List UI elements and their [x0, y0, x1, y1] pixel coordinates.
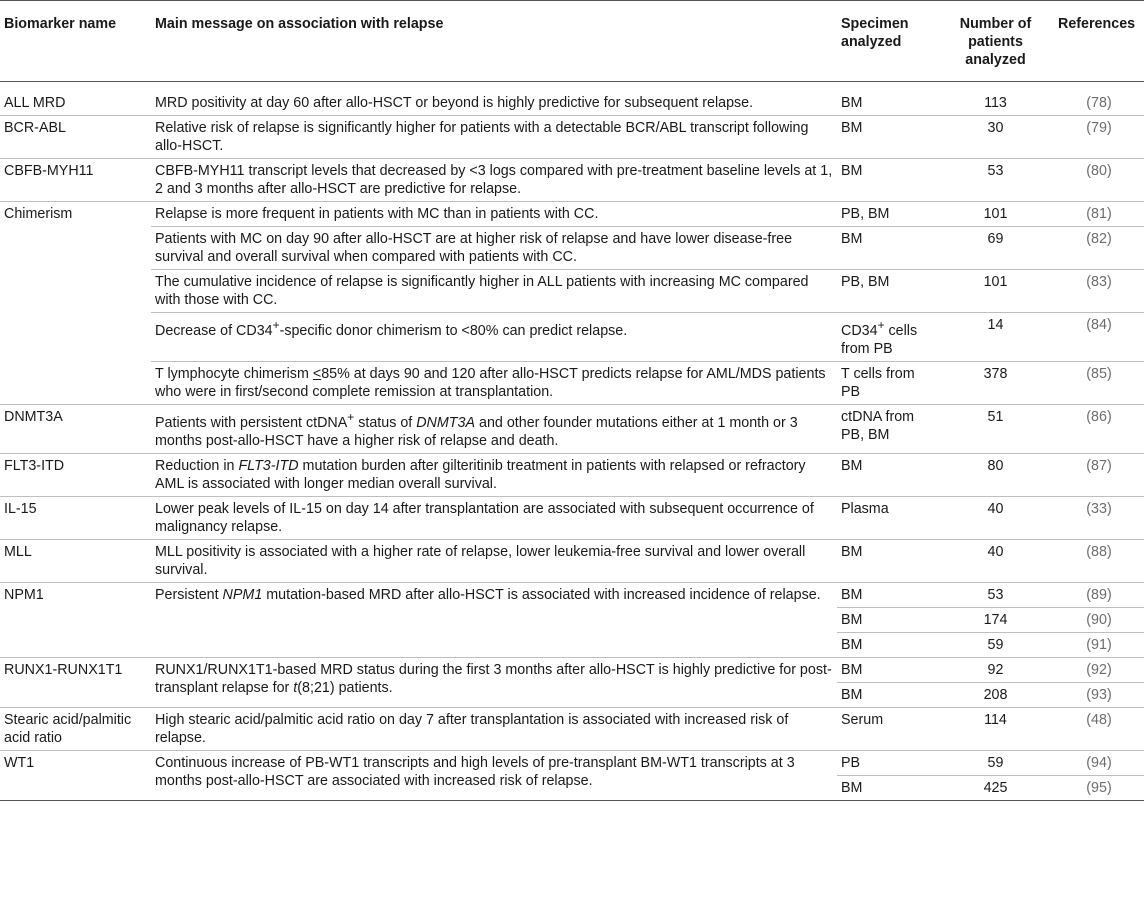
patient-count: 114	[937, 707, 1054, 750]
reference-link[interactable]: (85)	[1054, 361, 1144, 404]
message-part: Persistent	[155, 586, 223, 603]
reference-link[interactable]: (80)	[1054, 159, 1144, 202]
specimen: BM	[837, 539, 937, 582]
relapse-message	[151, 313, 837, 362]
biomarker-name: ALL MRD	[0, 82, 151, 116]
table-row	[0, 539, 1144, 582]
header-references: References	[1054, 1, 1144, 82]
header-specimen: Specimen analyzed	[837, 1, 937, 82]
relapse-message: MRD positivity at day 60 after allo-HSCT or beyond is highly predictive for subsequent relapse.	[151, 82, 837, 116]
patient-count: 40	[937, 496, 1054, 539]
biomarker-name: RUNX1-RUNX1T1	[0, 657, 151, 707]
specimen-part: CD34	[841, 322, 878, 339]
specimen: BM	[837, 227, 937, 270]
reference-link[interactable]: (94)	[1054, 750, 1144, 775]
table-row	[0, 82, 1144, 116]
table-row	[0, 270, 1144, 313]
header-biomarker: Biomarker name	[0, 1, 151, 82]
message-part: mutation-based MRD after allo-HSCT is associated with increased incidence of relapse.	[262, 586, 821, 603]
patient-count: 92	[937, 657, 1054, 682]
underlined-symbol: <	[312, 365, 322, 382]
relapse-message	[151, 404, 837, 453]
table-row	[0, 453, 1144, 496]
reference-link[interactable]: (78)	[1054, 82, 1144, 116]
reference-link[interactable]: (81)	[1054, 202, 1144, 227]
specimen: PB	[837, 750, 937, 775]
gene-name: FLT3-ITD	[238, 457, 299, 474]
patient-count: 69	[937, 227, 1054, 270]
reference-link[interactable]: (88)	[1054, 539, 1144, 582]
relapse-message	[151, 657, 837, 707]
patient-count: 30	[937, 116, 1054, 159]
header-message: Main message on association with relapse	[151, 1, 837, 82]
patient-count: 51	[937, 404, 1054, 453]
biomarker-name-empty	[0, 313, 151, 362]
patient-count: 174	[937, 607, 1054, 632]
specimen: BM	[837, 775, 937, 800]
specimen-part: cells from PB	[841, 322, 918, 357]
specimen: BM	[837, 582, 937, 607]
specimen: BM	[837, 657, 937, 682]
reference-link[interactable]: (79)	[1054, 116, 1144, 159]
patient-count: 80	[937, 453, 1054, 496]
table-row	[0, 750, 1144, 775]
patient-count: 53	[937, 159, 1054, 202]
biomarker-name: WT1	[0, 750, 151, 800]
message-part: mutation burden after gilteritinib treatment in patients with relapsed or refractory AML is associated with longer median overall survival.	[155, 457, 806, 492]
table-row	[0, 227, 1144, 270]
table-row	[0, 582, 1144, 607]
table-row	[0, 202, 1144, 227]
relapse-message: High stearic acid/palmitic acid ratio on day 7 after transplantation is associated with increased risk of relapse.	[151, 707, 837, 750]
table-row	[0, 313, 1144, 362]
reference-link[interactable]: (93)	[1054, 682, 1144, 707]
message-part: Patients with persistent ctDNA	[155, 414, 348, 431]
relapse-message: Lower peak levels of IL-15 on day 14 after transplantation are associated with subsequent occurrence of malignancy relapse.	[151, 496, 837, 539]
specimen: BM	[837, 632, 937, 657]
reference-link[interactable]: (33)	[1054, 496, 1144, 539]
superscript: +	[877, 318, 885, 332]
reference-link[interactable]: (83)	[1054, 270, 1144, 313]
patient-count: 378	[937, 361, 1054, 404]
header-patients: Number of patients analyzed	[937, 1, 1054, 82]
superscript: +	[272, 318, 280, 332]
message-part: Decrease of CD34	[155, 322, 273, 339]
patient-count: 113	[937, 82, 1054, 116]
relapse-message: Continuous increase of PB-WT1 transcripts and high levels of pre-transplant BM-WT1 transcripts at 3 months post-allo-HSCT are associated with increased risk of relapse.	[151, 750, 837, 800]
relapse-message: The cumulative incidence of relapse is significantly higher in ALL patients with increasing MC compared with those with CC.	[151, 270, 837, 313]
gene-name: DNMT3A	[416, 414, 476, 431]
message-part: 85% at days 90 and 120 after allo-HSCT predicts relapse for AML/MDS patients who were in first/second complete remission at transplantation.	[155, 365, 826, 400]
table-row	[0, 116, 1144, 159]
specimen: BM	[837, 607, 937, 632]
message-part: -specific donor chimerism to <80% can predict relapse.	[279, 322, 628, 339]
relapse-message	[151, 582, 837, 657]
biomarker-name: FLT3-ITD	[0, 453, 151, 496]
biomarker-name-empty	[0, 270, 151, 313]
relapse-message: Patients with MC on day 90 after allo-HSCT are at higher risk of relapse and have lower disease-free survival and overall survival when compared with patients with CC.	[151, 227, 837, 270]
table-row	[0, 159, 1144, 202]
patient-count: 101	[937, 202, 1054, 227]
biomarker-name: IL-15	[0, 496, 151, 539]
specimen: BM	[837, 116, 937, 159]
biomarker-name: MLL	[0, 539, 151, 582]
header-row	[0, 1, 1144, 82]
table-row	[0, 707, 1144, 750]
specimen: PB, BM	[837, 202, 937, 227]
patient-count: 59	[937, 750, 1054, 775]
relapse-message: CBFB-MYH11 transcript levels that decreased by <3 logs compared with pre-treatment baseline levels at 1, 2 and 3 months after allo-HSCT are predictive for relapse.	[151, 159, 837, 202]
specimen: BM	[837, 682, 937, 707]
reference-link[interactable]: (89)	[1054, 582, 1144, 607]
biomarker-name: CBFB-MYH11	[0, 159, 151, 202]
specimen: T cells from PB	[837, 361, 937, 404]
specimen: BM	[837, 159, 937, 202]
table-row	[0, 657, 1144, 682]
biomarker-name: NPM1	[0, 582, 151, 657]
patient-count: 101	[937, 270, 1054, 313]
specimen: BM	[837, 453, 937, 496]
message-part: T lymphocyte chimerism	[155, 365, 313, 382]
message-part: (8;21) patients.	[297, 679, 393, 696]
biomarker-name-empty	[0, 227, 151, 270]
gene-name: t	[293, 679, 298, 696]
patient-count: 59	[937, 632, 1054, 657]
reference-link[interactable]: (86)	[1054, 404, 1144, 453]
table-row	[0, 361, 1144, 404]
table-row	[0, 496, 1144, 539]
reference-link[interactable]: (48)	[1054, 707, 1144, 750]
reference-link[interactable]: (84)	[1054, 313, 1144, 362]
specimen: ctDNA from PB, BM	[837, 404, 937, 453]
biomarker-name: Stearic acid/palmitic acid ratio	[0, 707, 151, 750]
message-part: Reduction in	[155, 457, 239, 474]
patient-count: 53	[937, 582, 1054, 607]
message-part: RUNX1/RUNX1T1-based MRD status during the first 3 months after allo-HSCT is highly predictive for post-transplant relapse for	[155, 661, 832, 696]
patient-count: 208	[937, 682, 1054, 707]
biomarker-name: DNMT3A	[0, 404, 151, 453]
reference-link[interactable]: (87)	[1054, 453, 1144, 496]
message-part: and other founder mutations either at 1 month or 3 months post-allo-HSCT have a higher risk of relapse and death.	[155, 414, 798, 449]
relapse-message: MLL positivity is associated with a higher rate of relapse, lower leukemia-free survival and lower overall survival.	[151, 539, 837, 582]
patient-count: 14	[937, 313, 1054, 362]
specimen: Plasma	[837, 496, 937, 539]
specimen: BM	[837, 82, 937, 116]
message-part: status of	[354, 414, 417, 431]
table-row	[0, 404, 1144, 453]
relapse-message: Relapse is more frequent in patients with MC than in patients with CC.	[151, 202, 837, 227]
specimen: Serum	[837, 707, 937, 750]
biomarker-name: Chimerism	[4, 206, 73, 222]
specimen: PB, BM	[837, 270, 937, 313]
reference-link[interactable]: (95)	[1054, 775, 1144, 800]
reference-link[interactable]: (91)	[1054, 632, 1144, 657]
table-header	[0, 1, 1144, 82]
relapse-message	[151, 453, 837, 496]
table-body	[0, 82, 1144, 801]
reference-link[interactable]: (92)	[1054, 657, 1144, 682]
biomarker-name: BCR-ABL	[0, 116, 151, 159]
relapse-message	[151, 361, 837, 404]
relapse-message: Relative risk of relapse is significantly higher for patients with a detectable BCR/ABL transcript following allo-HSCT.	[151, 116, 837, 159]
specimen	[837, 313, 937, 362]
patient-count: 40	[937, 539, 1054, 582]
superscript: +	[347, 409, 355, 424]
biomarker-name-empty	[0, 361, 151, 404]
patient-count: 425	[937, 775, 1054, 800]
reference-link[interactable]: (82)	[1054, 227, 1144, 270]
gene-name: NPM1	[222, 586, 263, 603]
reference-link[interactable]: (90)	[1054, 607, 1144, 632]
